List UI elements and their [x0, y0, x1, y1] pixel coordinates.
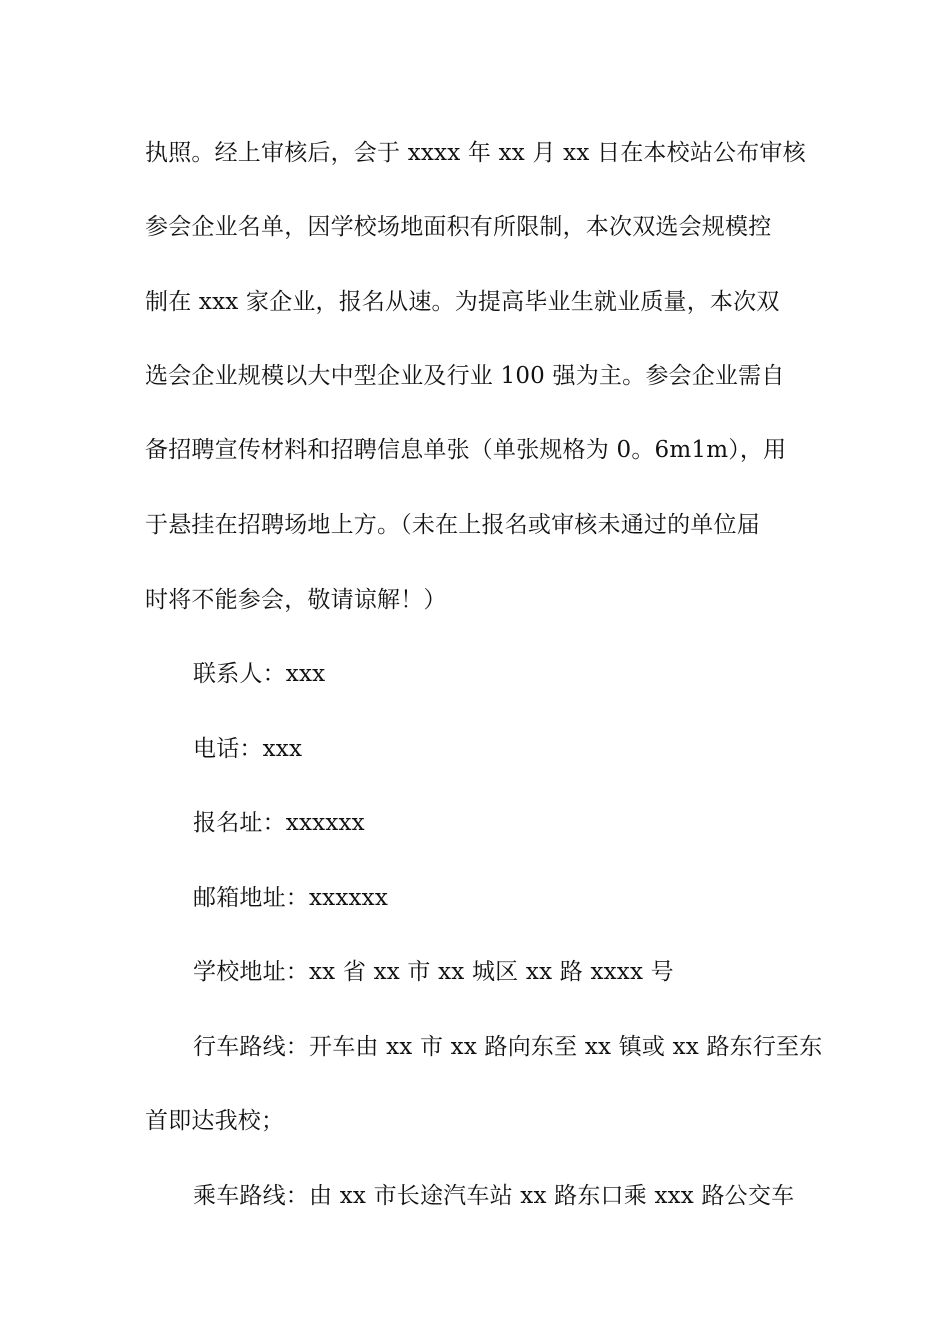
contact-person: 联系人：xxx [193, 661, 326, 687]
school-address: 学校地址：xx 省 xx 市 xx 城区 xx 路 xxxx 号 [193, 959, 674, 985]
paragraph-line: 参会企业名单，因学校场地面积有所限制，本次双选会规模控 [145, 214, 772, 240]
bus-route: 乘车路线：由 xx 市长途汽车站 xx 路东口乘 xxx 路公交车 [193, 1183, 795, 1209]
registration-address: 报名址：xxxxxx [193, 810, 365, 836]
paragraph-line: 时将不能参会，敬请谅解！） [145, 587, 447, 613]
driving-route: 行车路线：开车由 xx 市 xx 路向东至 xx 镇或 xx 路东行至东 [193, 1034, 823, 1060]
driving-route-continued: 首即达我校； [145, 1108, 285, 1134]
email-address: 邮箱地址：xxxxxx [193, 885, 389, 911]
paragraph-line: 制在 xxx 家企业，报名从速。为提高毕业生就业质量，本次双 [145, 289, 780, 315]
phone: 电话：xxx [193, 736, 303, 762]
paragraph-line: 执照。经上审核后，会于 xxxx 年 xx 月 xx 日在本校站公布审核 [145, 140, 806, 166]
paragraph-line: 备招聘宣传材料和招聘信息单张（单张规格为 0。6m1m），用 [145, 437, 787, 463]
paragraph-line: 选会企业规模以大中型企业及行业 100 强为主。参会企业需自 [145, 363, 785, 389]
paragraph-line: 于悬挂在招聘场地上方。（未在上报名或审核未通过的单位届 [145, 512, 760, 538]
